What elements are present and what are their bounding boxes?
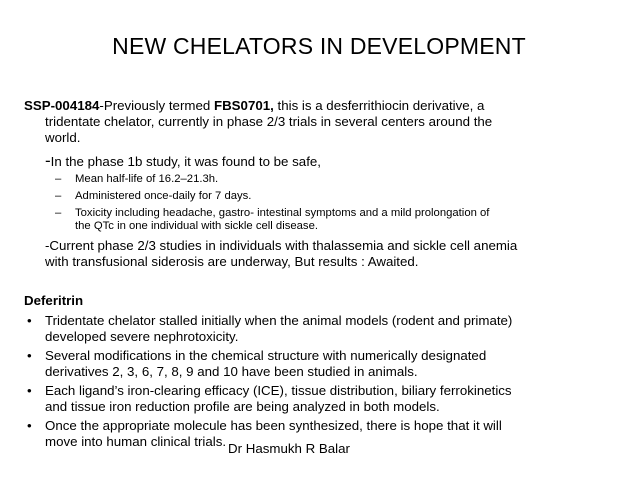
- current-line-1: -Current phase 2/3 studies in individuals with thalassemia and sickle cell anemia: [45, 238, 518, 253]
- bullet-4-line-1: Once the appropriate molecule has been synthesized, there is hope that it will: [45, 418, 502, 433]
- ssp-line-3: world.: [45, 130, 81, 145]
- ssp-alt-name: FBS0701,: [213, 98, 274, 113]
- sub-dash-3: –: [55, 207, 62, 219]
- bullet-2-line-1: Several modifications in the chemical structure with numerically designated: [45, 348, 487, 363]
- bullet-2-line-2: derivatives 2, 3, 6, 7, 8, 9 and 10 have been studied in animals.: [45, 364, 418, 379]
- deferitrin-heading: Deferitrin: [24, 293, 84, 308]
- slide-title: NEW CHELATORS IN DEVELOPMENT: [112, 33, 526, 59]
- phase1b-dash: -: [45, 151, 51, 170]
- bullet-1-line-2: developed severe nephrotoxicity.: [45, 329, 239, 344]
- bullet-1-line-1: Tridentate chelator stalled initially when the animal models (rodent and primate): [45, 313, 513, 328]
- sub-dash-2: –: [55, 190, 62, 202]
- phase1b-line: [45, 153, 321, 170]
- ssp-name: SSP-004184: [24, 98, 100, 113]
- ssp-text-2: this is a desferrithiocin derivative, a: [273, 98, 485, 113]
- current-line-2: with transfusional siderosis are underway, But results : Awaited.: [45, 254, 419, 269]
- ssp-text-1: -Previously termed: [99, 98, 214, 113]
- ssp-line-1: [24, 98, 484, 114]
- bullet-4-line-2: move into human clinical trials.: [45, 434, 227, 449]
- bullet-3-line-1: Each ligand’s iron-clearing efficacy (ICE), tissue distribution, biliary ferrokinetics: [45, 383, 512, 398]
- bullet-3-line-2: and tissue iron reduction profile are being analyzed in both models.: [45, 399, 440, 414]
- sub-item-2: Administered once-daily for 7 days.: [75, 190, 252, 202]
- bullet-1-marker: •: [27, 313, 32, 328]
- ssp-line-2: tridentate chelator, currently in phase 2/3 trials in several centers around the: [45, 114, 493, 129]
- bullet-3-marker: •: [27, 383, 32, 398]
- bullet-4-marker: •: [27, 418, 32, 433]
- phase1b-text: In the phase 1b study, it was found to be safe,: [50, 154, 321, 169]
- sub-item-3-line-2: the QTc in one individual with sickle cell disease.: [75, 220, 319, 232]
- sub-item-1: Mean half-life of 16.2–21.3h.: [75, 173, 219, 185]
- bullet-2-marker: •: [27, 348, 32, 363]
- sub-dash-1: –: [55, 173, 62, 185]
- footer-author: Dr Hasmukh R Balar: [228, 441, 350, 456]
- sub-item-3-line-1: Toxicity including headache, gastro- intestinal symptoms and a mild prolongation of: [75, 207, 490, 219]
